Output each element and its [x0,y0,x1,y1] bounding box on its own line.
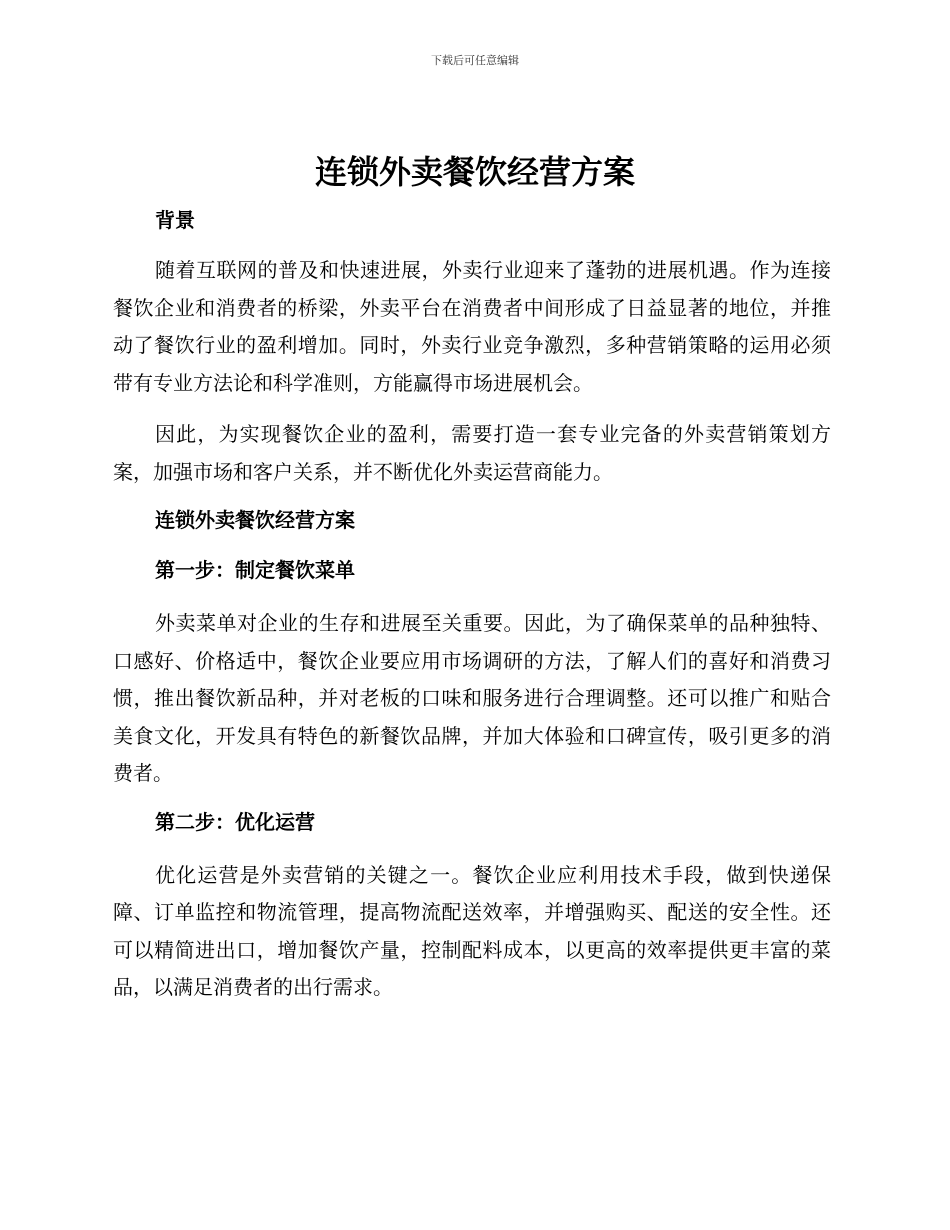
paragraph-background-1: 随着互联网的普及和快速进展，外卖行业迎来了蓬勃的进展机遇。作为连接餐饮企业和消费者的桥梁，外卖平台在消费者中间形成了日益显著的地位，并推动了餐饮行业的盈利增加。同时，外卖行业竞争激烈，多种营销策略的运用必须带有专业方法论和科学准则，方能赢得市场进展机会。 [113,258,831,395]
header-note: 下载后可任意编辑 [431,54,519,67]
paragraph-step2: 优化运营是外卖营销的关键之一。餐饮企业应利用技术手段，做到快递保障、订单监控和物流管理，提高物流配送效率，并增强购买、配送的安全性。还可以精简进出口，增加餐饮产量，控制配料成本，以更高的效率提供更丰富的菜品，以满足消费者的出行需求。 [113,862,831,999]
section-heading-plan: 连锁外卖餐饮经营方案 [155,508,355,532]
section-heading-step1: 第一步：制定餐饮菜单 [155,558,355,582]
document-body [113,205,831,1021]
section-heading-background: 背景 [155,208,195,232]
section-heading-step2: 第二步：优化运营 [155,809,315,834]
document-title: 连锁外卖餐饮经营方案 [314,153,635,191]
paragraph-background-2: 因此，为实现餐饮企业的盈利，需要打造一套专业完备的外卖营销策划方案，加强市场和客户关系，并不断优化外卖运营商能力。 [113,422,831,484]
paragraph-step1: 外卖菜单对企业的生存和进展至关重要。因此，为了确保菜单的品种独特、口感好、价格适中，餐饮企业要应用市场调研的方法，了解人们的喜好和消费习惯，推出餐饮新品种，并对老板的口味和服务进行合理调整。还可以推广和贴合美食文化，开发具有特色的新餐饮品牌，并加大体验和口碑宣传，吸引更多的消费者。 [113,611,831,785]
